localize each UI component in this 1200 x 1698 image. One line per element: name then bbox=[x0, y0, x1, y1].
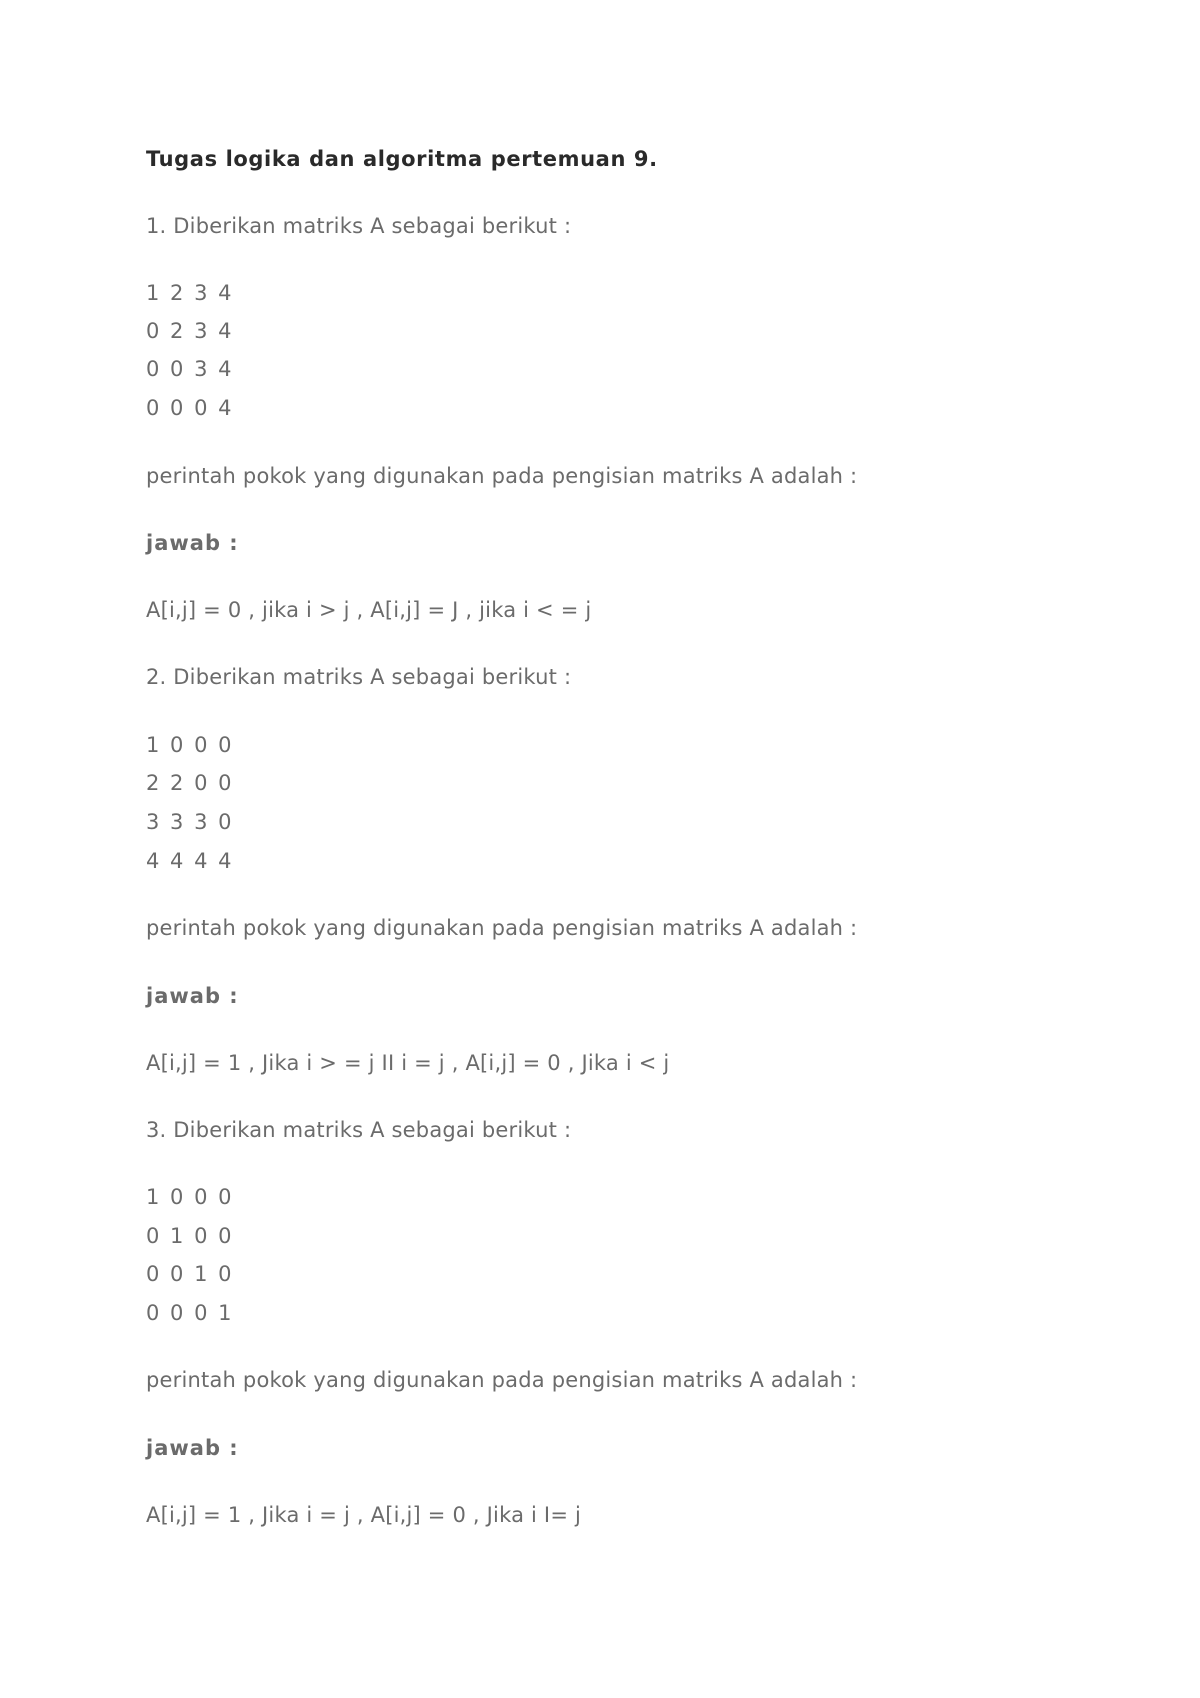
question-1-instruction: perintah pokok yang digunakan pada pengisian matriks A adalah : bbox=[146, 464, 858, 488]
matrix-3-row-4: 0 0 0 1 bbox=[146, 1301, 234, 1325]
question-3-answer: A[i,j] = 1 , Jika i = j , A[i,j] = 0 , Jika i I= j bbox=[146, 1503, 582, 1527]
matrix-2-row-3: 3 3 3 0 bbox=[146, 810, 234, 834]
matrix-3-row-3: 0 0 1 0 bbox=[146, 1262, 234, 1286]
matrix-2-row-1: 1 0 0 0 bbox=[146, 733, 234, 757]
question-2-answer-label: jawab : bbox=[146, 984, 239, 1008]
question-1-answer: A[i,j] = 0 , jika i > j , A[i,j] = J , jika i < = j bbox=[146, 598, 592, 622]
matrix-3-row-1: 1 0 0 0 bbox=[146, 1185, 234, 1209]
document-title: Tugas logika dan algoritma pertemuan 9. bbox=[146, 147, 658, 171]
matrix-1-row-3: 0 0 3 4 bbox=[146, 357, 234, 381]
question-3-prompt: 3. Diberikan matriks A sebagai berikut : bbox=[146, 1118, 572, 1142]
question-3-instruction: perintah pokok yang digunakan pada pengisian matriks A adalah : bbox=[146, 1368, 858, 1392]
question-3-answer-label: jawab : bbox=[146, 1436, 239, 1460]
question-2-instruction: perintah pokok yang digunakan pada pengisian matriks A adalah : bbox=[146, 916, 858, 940]
matrix-1-row-1: 1 2 3 4 bbox=[146, 281, 234, 305]
question-1-prompt: 1. Diberikan matriks A sebagai berikut : bbox=[146, 214, 572, 238]
matrix-2-row-4: 4 4 4 4 bbox=[146, 849, 234, 873]
question-2-prompt: 2. Diberikan matriks A sebagai berikut : bbox=[146, 665, 572, 689]
matrix-3-row-2: 0 1 0 0 bbox=[146, 1224, 234, 1248]
question-1-answer-label: jawab : bbox=[146, 531, 239, 555]
matrix-1-row-2: 0 2 3 4 bbox=[146, 319, 234, 343]
matrix-1-row-4: 0 0 0 4 bbox=[146, 396, 234, 420]
matrix-2-row-2: 2 2 0 0 bbox=[146, 771, 234, 795]
question-2-answer: A[i,j] = 1 , Jika i > = j II i = j , A[i,j] = 0 , Jika i < j bbox=[146, 1051, 670, 1075]
